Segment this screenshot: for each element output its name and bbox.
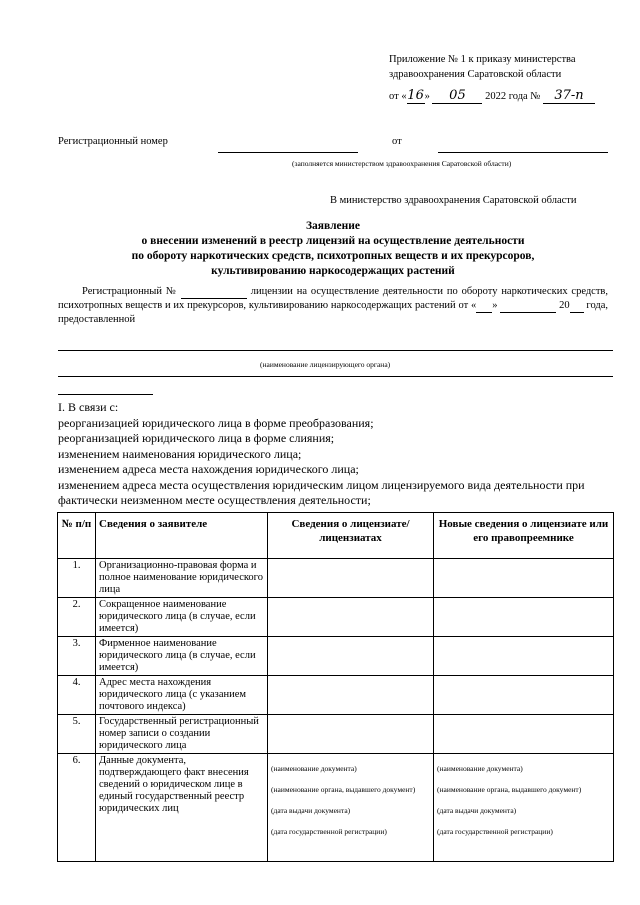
doc-name-note: (наименование документа) bbox=[271, 764, 357, 773]
table-row bbox=[58, 676, 614, 715]
section-item: изменением адреса места нахождения юридического лица; bbox=[58, 462, 359, 476]
para-century: 20 bbox=[559, 300, 570, 311]
para-quote-close: » bbox=[492, 300, 498, 311]
doc-issuer-note: (наименование органа, выдавшего документ) bbox=[437, 785, 582, 794]
order-ot-label: от « bbox=[389, 91, 407, 102]
registration-ot-label: от bbox=[392, 136, 402, 147]
doc-issuer-note: (наименование органа, выдавшего документ) bbox=[271, 785, 416, 794]
appendix-line-2: здравоохранения Саратовской области bbox=[389, 69, 562, 80]
order-no-label: № bbox=[530, 91, 541, 102]
row-label: Организационно-правовая форма и полное наименование юридического лица bbox=[96, 559, 268, 598]
licensee-cell[interactable] bbox=[268, 559, 434, 598]
order-year: 2022 года bbox=[485, 91, 528, 102]
doc-issue-date-note: (дата выдачи документа) bbox=[271, 806, 351, 815]
row-number: 2. bbox=[58, 598, 96, 637]
section-item: реорганизацией юридического лица в форме слияния; bbox=[58, 431, 335, 445]
recipient: В министерство здравоохранения Саратовской области bbox=[330, 195, 577, 206]
licensee-cell[interactable] bbox=[268, 598, 434, 637]
section-item: изменением наименования юридического лица; bbox=[58, 446, 302, 461]
title-line-1: Заявление bbox=[305, 220, 360, 232]
licensing-authority-line bbox=[58, 350, 613, 351]
order-month: 05 bbox=[432, 88, 482, 104]
licensee-doc-cell[interactable] bbox=[268, 754, 434, 862]
row-label: Фирменное наименование юридического лица (в случае, если имеется) bbox=[96, 637, 268, 676]
section-i bbox=[58, 400, 613, 509]
registration-date-line bbox=[438, 152, 608, 153]
document-title bbox=[58, 219, 608, 279]
new-info-cell[interactable] bbox=[434, 676, 614, 715]
table-row bbox=[58, 754, 614, 862]
registration-number-line bbox=[218, 152, 358, 153]
row-number: 4. bbox=[58, 676, 96, 715]
registration-note: (заполняется министерством здравоохранения Саратовской области) bbox=[292, 159, 512, 168]
applicant-info-table bbox=[57, 512, 614, 862]
table-row bbox=[58, 559, 614, 598]
para-year-provided: года, предоставленной bbox=[58, 300, 609, 325]
license-paragraph bbox=[58, 285, 608, 326]
licensee-cell[interactable] bbox=[268, 715, 434, 754]
doc-name-note: (наименование документа) bbox=[437, 764, 523, 773]
section-heading: I. В связи с: bbox=[58, 400, 119, 414]
doc-registration-date-note: (дата государственной регистрации) bbox=[437, 827, 553, 836]
row-label: Адрес места нахождения юридического лица (с указанием почтового индекса) bbox=[96, 676, 268, 715]
blank-line-1 bbox=[58, 376, 613, 377]
title-line-3: по обороту наркотических средств, психотропных веществ и их прекурсоров, bbox=[131, 250, 535, 262]
row-label: Данные документа, подтверждающего факт внесения сведений о юридическом лице в единый государственный реестр юридических лиц bbox=[96, 754, 268, 862]
table-row bbox=[58, 715, 614, 754]
new-info-cell[interactable] bbox=[434, 598, 614, 637]
licensee-cell[interactable] bbox=[268, 676, 434, 715]
order-number: 37-п bbox=[543, 88, 595, 104]
doc-issue-date-note: (дата выдачи документа) bbox=[437, 806, 517, 815]
row-number: 6. bbox=[58, 754, 96, 862]
licensing-authority-note: (наименование лицензирующего органа) bbox=[260, 360, 391, 369]
row-number: 1. bbox=[58, 559, 96, 598]
table-header-row bbox=[58, 513, 614, 559]
appendix-block bbox=[389, 52, 576, 82]
doc-registration-date-note: (дата государственной регистрации) bbox=[271, 827, 387, 836]
row-number: 5. bbox=[58, 715, 96, 754]
table-row bbox=[58, 637, 614, 676]
header-num: № п/п bbox=[58, 513, 96, 559]
title-line-4: культивированию наркосодержащих растений bbox=[211, 265, 455, 277]
section-item: изменением адреса места осуществления юридическим лицом лицензируемого вида деятельности при фактически неизменном месте осуществления деятельности; bbox=[58, 477, 585, 507]
section-item: реорганизацией юридического лица в форме преобразования; bbox=[58, 415, 374, 430]
licensee-cell[interactable] bbox=[268, 637, 434, 676]
new-info-cell[interactable] bbox=[434, 559, 614, 598]
para-reg-label: Регистрационный № bbox=[82, 286, 178, 297]
title-line-2: о внесении изменений в реестр лицензий на осуществление деятельности bbox=[141, 235, 525, 247]
header-licensee: Сведения о лицензиате/лицензиатах bbox=[268, 513, 434, 559]
row-label: Сокращенное наименование юридического лица (в случае, если имеется) bbox=[96, 598, 268, 637]
row-label: Государственный регистрационный номер записи о создании юридического лица bbox=[96, 715, 268, 754]
registration-label: Регистрационный номер bbox=[58, 136, 168, 147]
order-quote-close: » bbox=[424, 91, 430, 102]
blank-line-2 bbox=[58, 394, 153, 395]
table-row bbox=[58, 598, 614, 637]
new-info-doc-cell[interactable] bbox=[434, 754, 614, 862]
new-info-cell[interactable] bbox=[434, 715, 614, 754]
appendix-line-1: Приложение № 1 к приказу министерства bbox=[389, 54, 576, 65]
order-day: 16 bbox=[407, 88, 424, 103]
new-info-cell[interactable] bbox=[434, 637, 614, 676]
row-number: 3. bbox=[58, 637, 96, 676]
header-applicant: Сведения о заявителе bbox=[96, 513, 268, 559]
order-line bbox=[389, 88, 595, 104]
header-new-info: Новые сведения о лицензиате или его правопреемнике bbox=[434, 513, 614, 559]
para-license-text: лицензии на осуществление деятельности по обороту наркотических средств, психотропных веществ и их прекурсоров, культивированию наркосодержащих растений от « bbox=[58, 286, 609, 311]
